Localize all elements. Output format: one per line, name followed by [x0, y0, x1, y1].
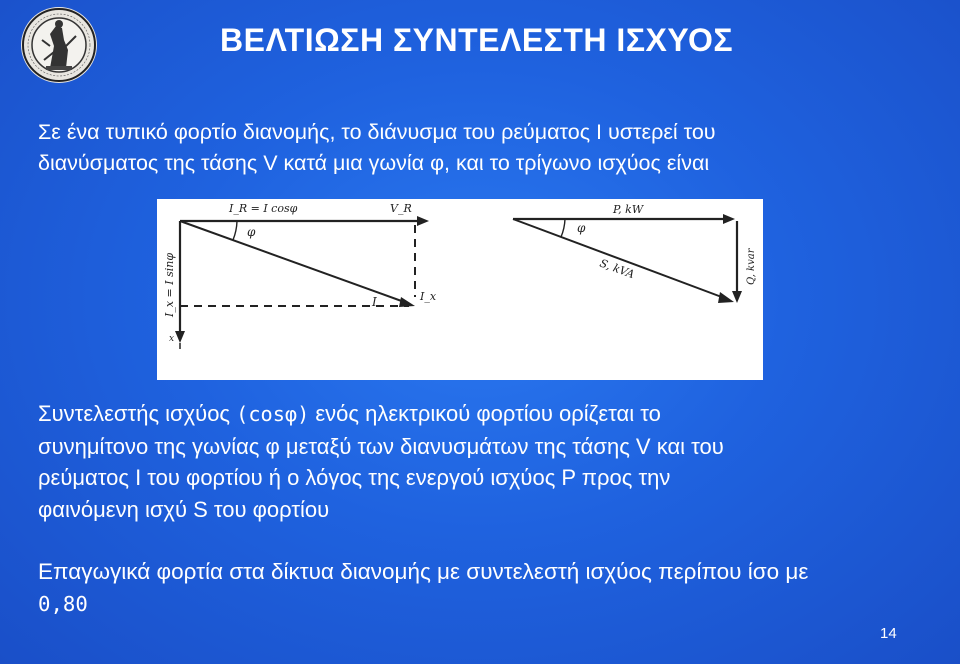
- ir-label: I_R = I cosφ: [229, 202, 298, 215]
- vr-label: V_R: [390, 202, 412, 215]
- power-triangle: [513, 203, 757, 303]
- left-phi-label: φ: [247, 225, 256, 239]
- power-triangle-diagram: [157, 199, 763, 380]
- ix-label: I_x: [420, 290, 437, 303]
- definition-line-4: φαινόμενη ισχύ S του φορτίου: [38, 496, 330, 522]
- intro-line-1: Σε ένα τυπικό φορτίο διανομής, το διάνυσμα του ρεύματος I υστερεί του: [38, 120, 716, 144]
- ix-sin-label: I_x = I sinφ: [163, 252, 176, 317]
- intro-line-2: διανύσματος της τάσης V κατά μια γωνία φ, και το τρίγωνο ισχύος είναι: [38, 151, 710, 175]
- definition-line-3: ρεύματος I του φορτίου ή ο λόγος της ενεργού ισχύος P προς την: [38, 465, 671, 490]
- inductive-loads-paragraph: [38, 555, 808, 621]
- right-phi-label: φ: [577, 221, 586, 235]
- current-vector-diagram: [163, 202, 437, 349]
- inductive-value: 0,80: [38, 592, 88, 616]
- inductive-line-1: Επαγωγικά φορτία στα δίκτυα διανομής με συντελεστή ισχύος περίπου ίσο με: [38, 559, 809, 584]
- slide-title: ΒΕΛΤΙΩΣΗ ΣΥΝΤΕΛΕΣΤΗ ΙΣΧΥΟΣ: [220, 22, 734, 58]
- x-label: x: [169, 334, 175, 344]
- s-label: S, kVA: [597, 256, 637, 282]
- university-seal-logo: [20, 6, 98, 84]
- definition-line-1: [38, 398, 724, 431]
- cosphi-term: (cosφ): [236, 402, 310, 426]
- definition-line-2: συνημίτονο της γωνίας φ μεταξύ των διανυσμάτων της τάσης V και του: [38, 433, 724, 459]
- page-number: 14: [880, 625, 897, 642]
- definition-line-1-start: Συντελεστής ισχύος: [38, 401, 237, 426]
- p-label: P, kW: [613, 203, 644, 216]
- definition-line-1-end: ενός ηλεκτρικού φορτίου ορίζεται το: [309, 401, 661, 426]
- i-label: I: [372, 295, 377, 309]
- q-label: Q, kvar: [746, 248, 757, 285]
- definition-paragraph: [38, 398, 724, 525]
- intro-paragraph: [38, 117, 716, 179]
